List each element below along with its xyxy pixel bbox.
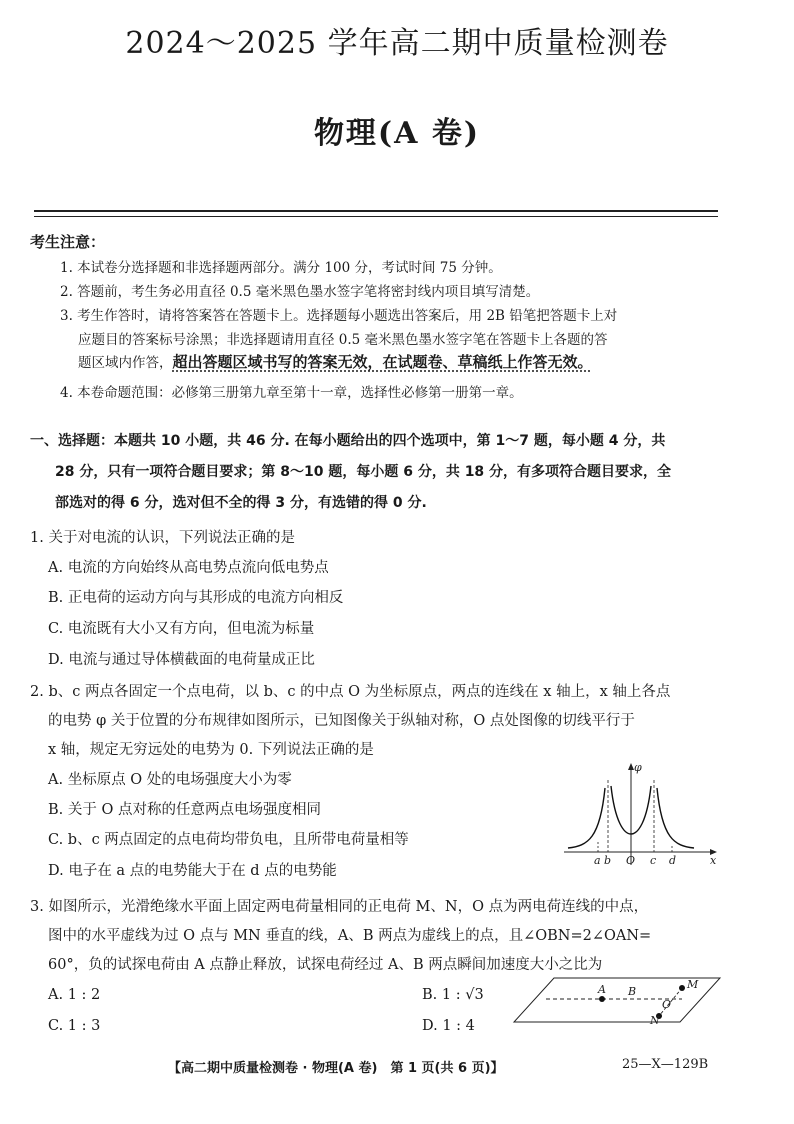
question-1-option-b: B. 正电荷的运动方向与其形成的电流方向相反 <box>48 590 344 606</box>
tick-label-o: O <box>626 854 636 867</box>
tick-label-a: a <box>594 854 601 867</box>
question-2-option-a: A. 坐标原点 O 处的电场强度大小为零 <box>48 772 292 788</box>
label-b: B <box>628 985 637 998</box>
notice-heading: 考生注意： <box>30 233 106 251</box>
potential-curve-left-outer <box>568 788 605 848</box>
question-2-stem: 2. b、c 两点各固定一个点电荷，以 b、c 的中点 O 为坐标原点，两点的连线在 x 轴上，x 轴上各点 <box>30 684 671 700</box>
paper-code: 25—X—129B <box>622 1057 709 1072</box>
label-a: A <box>598 983 606 996</box>
question-3-stem-cont: 60°，负的试探电荷由 A 点静止释放，试探电荷经过 A、B 两点瞬间加速度大小之比为 <box>48 957 603 973</box>
notice-item-continued-text: 题区域内作答， <box>78 355 173 371</box>
notice-emphasis: 超出答题区域书写的答案无效，在试题卷、草稿纸上作答无效。 <box>172 353 593 371</box>
question-2-option-d: D. 电子在 a 点的电势能大于在 d 点的电势能 <box>48 863 337 879</box>
page-footer: 【高二期中质量检测卷 · 物理(A 卷) 第 1 页(共 6 页)】 <box>168 1061 504 1076</box>
section-heading-cont: 28 分，只有一项符合题目要求；第 8～10 题，每小题 6 分，共 18 分，有多项符合题目要求，全 <box>55 464 672 480</box>
notice-item: 1. 本试卷分选择题和非选择题两部分。满分 100 分，考试时间 75 分钟。 <box>60 260 502 276</box>
point-a-dot <box>599 996 605 1002</box>
question-2-option-b: B. 关于 O 点对称的任意两点电场强度相同 <box>48 802 321 818</box>
question-3-option-c: C. 1 : 3 <box>48 1018 101 1034</box>
question-2-option-c: C. b、c 两点固定的点电荷均带负电，且所带电荷量相等 <box>48 832 409 848</box>
divider-thin <box>34 216 718 217</box>
question-2-stem-cont: 的电势 φ 关于位置的分布规律如图所示，已知图像关于纵轴对称，O 点处图像的切线平行于 <box>48 713 635 729</box>
potential-graph <box>560 760 720 872</box>
notice-item: 4. 本卷命题范围：必修第三册第九章至第十一章，选择性必修第一册第一章。 <box>60 385 523 401</box>
notice-item-continued <box>78 351 593 372</box>
charge-m-dot <box>679 985 685 991</box>
label-o: O <box>662 998 672 1011</box>
x-axis-label: x <box>710 854 717 867</box>
label-n: N <box>650 1014 660 1027</box>
question-1-option-d: D. 电流与通过导体横截面的电荷量成正比 <box>48 652 315 668</box>
divider-thick <box>34 210 718 212</box>
question-3-option-a: A. 1 : 2 <box>48 987 101 1003</box>
charges-plane-diagram <box>512 974 722 1026</box>
exam-title: 2024～2025 学年高二期中质量检测卷 <box>125 26 669 61</box>
potential-curve-right-outer <box>657 788 694 848</box>
notice-item: 2. 答题前，考生务必用直径 0.5 毫米黑色墨水签字笔将密封线内项目填写清楚。 <box>60 284 540 300</box>
section-heading: 一、选择题：本题共 10 小题，共 46 分. 在每小题给出的四个选项中，第 1～7 题，每小题 4 分，共 <box>30 433 666 449</box>
notice-item: 3. 考生作答时，请将答案答在答题卡上。选择题每小题选出答案后，用 2B 铅笔把答题卡上对 <box>60 308 618 324</box>
tick-label-b: b <box>604 854 612 867</box>
label-m: M <box>687 978 699 991</box>
y-axis-label: φ <box>634 761 642 774</box>
subject-title: 物理(A 卷) <box>313 116 481 151</box>
question-1-option-a: A. 电流的方向始终从高电势点流向低电势点 <box>48 560 329 576</box>
question-1-option-c: C. 电流既有大小又有方向，但电流为标量 <box>48 621 315 637</box>
question-2-stem-cont: x 轴，规定无穷远处的电势为 0. 下列说法正确的是 <box>48 742 374 758</box>
section-heading-cont: 部选对的得 6 分，选对但不全的得 3 分，有选错的得 0 分. <box>55 495 427 511</box>
tick-label-d: d <box>669 854 677 867</box>
question-3-stem-cont: 图中的水平虚线为过 O 点与 MN 垂直的线，A、B 两点为虚线上的点，且∠OBN=2∠OAN= <box>48 928 652 944</box>
question-3-option-d: D. 1 : 4 <box>422 1018 475 1034</box>
notice-item-continued: 应题目的答案标号涂黑；非选择题请用直径 0.5 毫米黑色墨水签字笔在答题卡上各题的答 <box>78 332 608 348</box>
question-3-stem: 3. 如图所示，光滑绝缘水平面上固定两电荷量相同的正电荷 M、N，O 点为两电荷连线的中点， <box>30 899 649 915</box>
tick-label-c: c <box>650 854 657 867</box>
question-1-stem: 1. 关于对电流的认识，下列说法正确的是 <box>30 530 295 546</box>
question-3-option-b: B. 1 : √3 <box>422 987 484 1003</box>
